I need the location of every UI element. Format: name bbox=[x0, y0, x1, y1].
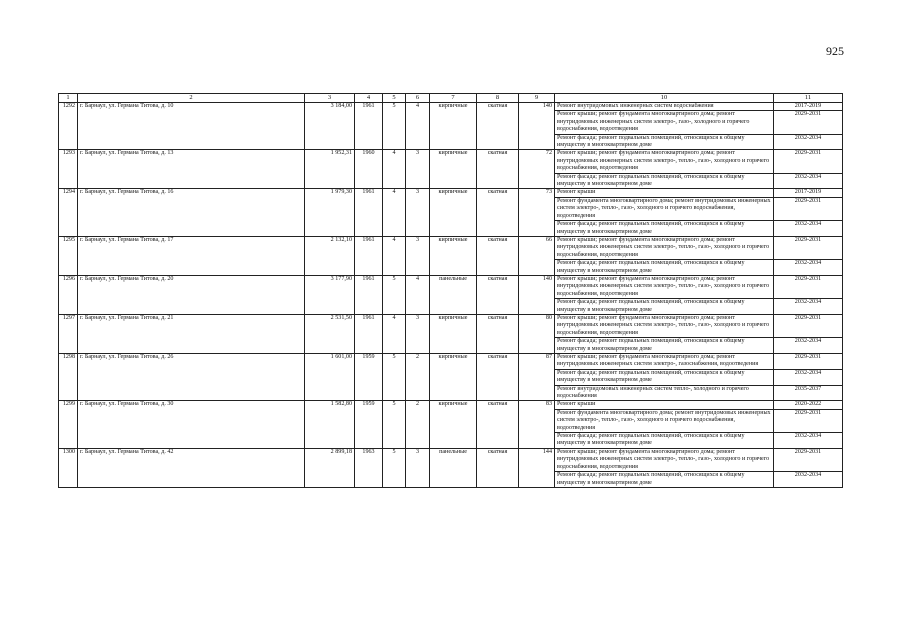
table-row bbox=[59, 314, 843, 337]
column-number: 4 bbox=[355, 94, 383, 103]
repair-years: 2032-2034 bbox=[774, 221, 843, 237]
repair-years: 2020-2022 bbox=[774, 401, 843, 409]
building-entrances: 2 bbox=[406, 354, 430, 401]
building-year: 1961 bbox=[355, 275, 383, 314]
building-walls: панельные bbox=[430, 275, 477, 314]
building-id: 1294 bbox=[59, 189, 78, 236]
column-number: 6 bbox=[406, 94, 430, 103]
building-address: г. Барнаул, ул. Германа Титова, д. 17 bbox=[78, 236, 305, 275]
building-floors: 4 bbox=[383, 236, 406, 275]
building-residents: 144 bbox=[519, 448, 555, 487]
repair-years: 2029-2031 bbox=[774, 150, 843, 173]
repair-works: Ремонт фундамента многоквартирного дома; ремонт внутридомовых инженерных систем электро-, тепло-, газо-, холодного и горячего водоснабжения, водоотведения bbox=[555, 197, 774, 220]
building-year: 1959 bbox=[355, 354, 383, 401]
building-floors: 5 bbox=[383, 401, 406, 448]
column-number: 10 bbox=[555, 94, 774, 103]
building-address: г. Барнаул, ул. Германа Титова, д. 13 bbox=[78, 150, 305, 189]
building-address: г. Барнаул, ул. Германа Титова, д. 21 bbox=[78, 314, 305, 353]
repair-years: 2032-2034 bbox=[774, 433, 843, 449]
building-floors: 5 bbox=[383, 354, 406, 401]
building-address: г. Барнаул, ул. Германа Титова, д. 42 bbox=[78, 448, 305, 487]
table-row bbox=[59, 401, 843, 409]
page-number: 925 bbox=[826, 44, 844, 58]
column-number: 11 bbox=[774, 94, 843, 103]
repair-years: 2029-2031 bbox=[774, 314, 843, 337]
building-address: г. Барнаул, ул. Германа Титова, д. 16 bbox=[78, 189, 305, 236]
building-area: 2 531,50 bbox=[305, 314, 355, 353]
repair-works: Ремонт фасада; ремонт подвальных помещений, относящихся к общему имуществу в многоквартирном доме bbox=[555, 433, 774, 449]
building-area: 1 601,00 bbox=[305, 354, 355, 401]
repair-works: Ремонт крыши; ремонт фундамента многоквартирного дома; ремонт внутридомовых инженерных систем электро-, газо-, холодного и горячего водоснабжения, водоотведения bbox=[555, 111, 774, 134]
repair-years: 2032-2034 bbox=[774, 472, 843, 488]
building-roof: скатная bbox=[477, 150, 519, 189]
repair-years: 2029-2031 bbox=[774, 354, 843, 370]
repair-years: 2032-2034 bbox=[774, 299, 843, 315]
building-address: г. Барнаул, ул. Германа Титова, д. 30 bbox=[78, 401, 305, 448]
building-id: 1292 bbox=[59, 103, 78, 150]
repair-works: Ремонт фасада; ремонт подвальных помещений, относящихся к общему имуществу в многоквартирном доме bbox=[555, 472, 774, 488]
repair-years: 2017-2019 bbox=[774, 103, 843, 111]
repair-works: Ремонт фасада; ремонт подвальных помещений, относящихся к общему имуществу в многоквартирном доме bbox=[555, 221, 774, 237]
column-number-row bbox=[59, 94, 843, 103]
building-roof: скатная bbox=[477, 189, 519, 236]
repair-works: Ремонт крыши bbox=[555, 401, 774, 409]
building-walls: кирпичные bbox=[430, 401, 477, 448]
building-entrances: 3 bbox=[406, 236, 430, 275]
building-floors: 5 bbox=[383, 275, 406, 314]
building-area: 3 184,00 bbox=[305, 103, 355, 150]
building-floors: 4 bbox=[383, 189, 406, 236]
column-number: 1 bbox=[59, 94, 78, 103]
building-roof: скатная bbox=[477, 275, 519, 314]
repair-works: Ремонт фасада; ремонт подвальных помещений, относящихся к общему имуществу в многоквартирном доме bbox=[555, 260, 774, 276]
building-walls: кирпичные bbox=[430, 103, 477, 150]
building-walls: кирпичные bbox=[430, 314, 477, 353]
building-roof: скатная bbox=[477, 401, 519, 448]
building-residents: 140 bbox=[519, 275, 555, 314]
repair-years: 2017-2019 bbox=[774, 189, 843, 197]
building-residents: 87 bbox=[519, 354, 555, 401]
building-floors: 5 bbox=[383, 448, 406, 487]
repair-years: 2032-2034 bbox=[774, 338, 843, 354]
building-residents: 72 bbox=[519, 150, 555, 189]
table-row bbox=[59, 236, 843, 259]
repair-years: 2029-2031 bbox=[774, 111, 843, 134]
repair-works: Ремонт фасада; ремонт подвальных помещений, относящихся к общему имуществу в многоквартирном доме bbox=[555, 173, 774, 189]
building-floors: 4 bbox=[383, 150, 406, 189]
building-entrances: 3 bbox=[406, 314, 430, 353]
repair-works: Ремонт фасада; ремонт подвальных помещений, относящихся к общему имуществу в многоквартирном доме bbox=[555, 299, 774, 315]
table-row bbox=[59, 150, 843, 173]
repair-works: Ремонт фасада; ремонт подвальных помещений, относящихся к общему имуществу в многоквартирном доме bbox=[555, 369, 774, 385]
repair-works: Ремонт фасада; ремонт подвальных помещений, относящихся к общему имуществу в многоквартирном доме bbox=[555, 338, 774, 354]
building-roof: скатная bbox=[477, 354, 519, 401]
repair-works: Ремонт внутридомовых инженерных систем водоснабжения bbox=[555, 103, 774, 111]
repair-works: Ремонт крыши; ремонт фундамента многоквартирного дома; ремонт внутридомовых инженерных систем электро-, тепло-, газо-, холодного и горячего водоснабжения, водоотведения bbox=[555, 236, 774, 259]
column-number: 3 bbox=[305, 94, 355, 103]
repair-works: Ремонт крыши; ремонт фундамента многоквартирного дома; ремонт внутридомовых инженерных систем электро-, тепло-, газо-, холодного и горячего водоснабжения, водоотведения bbox=[555, 448, 774, 471]
column-number: 7 bbox=[430, 94, 477, 103]
building-entrances: 3 bbox=[406, 189, 430, 236]
column-number: 2 bbox=[78, 94, 305, 103]
table-row bbox=[59, 448, 843, 471]
building-id: 1299 bbox=[59, 401, 78, 448]
housing-repair-table bbox=[58, 93, 843, 488]
repair-years: 2032-2034 bbox=[774, 369, 843, 385]
repair-years: 2029-2031 bbox=[774, 275, 843, 298]
building-roof: скатная bbox=[477, 236, 519, 275]
repair-works: Ремонт фундамента многоквартирного дома; ремонт внутридомовых инженерных систем электро-, тепло-, газо-, холодного и горячего водоснабжения, водоотведения bbox=[555, 409, 774, 432]
repair-years: 2035-2037 bbox=[774, 385, 843, 401]
repair-years: 2029-2031 bbox=[774, 409, 843, 432]
building-year: 1961 bbox=[355, 236, 383, 275]
building-address: г. Барнаул, ул. Германа Титова, д. 26 bbox=[78, 354, 305, 401]
repair-years: 2029-2031 bbox=[774, 448, 843, 471]
building-id: 1300 bbox=[59, 448, 78, 487]
building-area: 2 899,18 bbox=[305, 448, 355, 487]
building-walls: кирпичные bbox=[430, 150, 477, 189]
building-roof: скатная bbox=[477, 103, 519, 150]
building-area: 1 979,30 bbox=[305, 189, 355, 236]
repair-works: Ремонт крыши; ремонт фундамента многоквартирного дома; ремонт внутридомовых инженерных систем электро-, тепло-, газо-, холодного и горячего водоснабжения, водоотведения bbox=[555, 275, 774, 298]
building-year: 1961 bbox=[355, 189, 383, 236]
repair-years: 2029-2031 bbox=[774, 197, 843, 220]
building-area: 2 132,10 bbox=[305, 236, 355, 275]
building-floors: 5 bbox=[383, 103, 406, 150]
building-residents: 66 bbox=[519, 236, 555, 275]
building-floors: 4 bbox=[383, 314, 406, 353]
building-id: 1298 bbox=[59, 354, 78, 401]
building-walls: панельные bbox=[430, 448, 477, 487]
building-residents: 80 bbox=[519, 314, 555, 353]
building-id: 1296 bbox=[59, 275, 78, 314]
table-row bbox=[59, 103, 843, 111]
table-body bbox=[59, 94, 843, 488]
building-walls: кирпичные bbox=[430, 354, 477, 401]
table-row bbox=[59, 354, 843, 370]
building-entrances: 4 bbox=[406, 275, 430, 314]
building-id: 1295 bbox=[59, 236, 78, 275]
repair-works: Ремонт крыши; ремонт фундамента многоквартирного дома; ремонт внутридомовых инженерных систем электро-, тепло-, газо-, холодного и горячего водоснабжения, водоотведения bbox=[555, 314, 774, 337]
building-year: 1960 bbox=[355, 150, 383, 189]
building-area: 1 952,31 bbox=[305, 150, 355, 189]
building-residents: 83 bbox=[519, 401, 555, 448]
column-number: 9 bbox=[519, 94, 555, 103]
building-address: г. Барнаул, ул. Германа Титова, д. 20 bbox=[78, 275, 305, 314]
building-id: 1297 bbox=[59, 314, 78, 353]
building-year: 1961 bbox=[355, 103, 383, 150]
building-roof: скатная bbox=[477, 448, 519, 487]
building-entrances: 4 bbox=[406, 103, 430, 150]
building-walls: кирпичные bbox=[430, 189, 477, 236]
table-row bbox=[59, 275, 843, 298]
building-entrances: 3 bbox=[406, 448, 430, 487]
repair-years: 2032-2034 bbox=[774, 260, 843, 276]
column-number: 8 bbox=[477, 94, 519, 103]
table-row bbox=[59, 189, 843, 197]
building-residents: 73 bbox=[519, 189, 555, 236]
building-address: г. Барнаул, ул. Германа Титова, д. 10 bbox=[78, 103, 305, 150]
building-year: 1959 bbox=[355, 401, 383, 448]
building-year: 1961 bbox=[355, 314, 383, 353]
repair-works: Ремонт крыши bbox=[555, 189, 774, 197]
building-entrances: 2 bbox=[406, 401, 430, 448]
building-year: 1963 bbox=[355, 448, 383, 487]
building-residents: 140 bbox=[519, 103, 555, 150]
repair-works: Ремонт внутридомовых инженерных систем тепло-, холодного и горячего водоснабжения bbox=[555, 385, 774, 401]
repair-years: 2029-2031 bbox=[774, 236, 843, 259]
repair-works: Ремонт крыши; ремонт фундамента многоквартирного дома; ремонт внутридомовых инженерных систем электро-, газоснабжения, водоотведения bbox=[555, 354, 774, 370]
building-id: 1293 bbox=[59, 150, 78, 189]
building-walls: кирпичные bbox=[430, 236, 477, 275]
repair-works: Ремонт фасада; ремонт подвальных помещений, относящихся к общему имуществу в многоквартирном доме bbox=[555, 134, 774, 150]
repair-years: 2032-2034 bbox=[774, 173, 843, 189]
building-entrances: 3 bbox=[406, 150, 430, 189]
repair-years: 2032-2034 bbox=[774, 134, 843, 150]
building-roof: скатная bbox=[477, 314, 519, 353]
building-area: 3 177,90 bbox=[305, 275, 355, 314]
column-number: 5 bbox=[383, 94, 406, 103]
repair-works: Ремонт крыши; ремонт фундамента многоквартирного дома; ремонт внутридомовых инженерных систем электро-, тепло-, газо-, холодного и горячего водоснабжения, водоотведения bbox=[555, 150, 774, 173]
building-area: 1 582,80 bbox=[305, 401, 355, 448]
